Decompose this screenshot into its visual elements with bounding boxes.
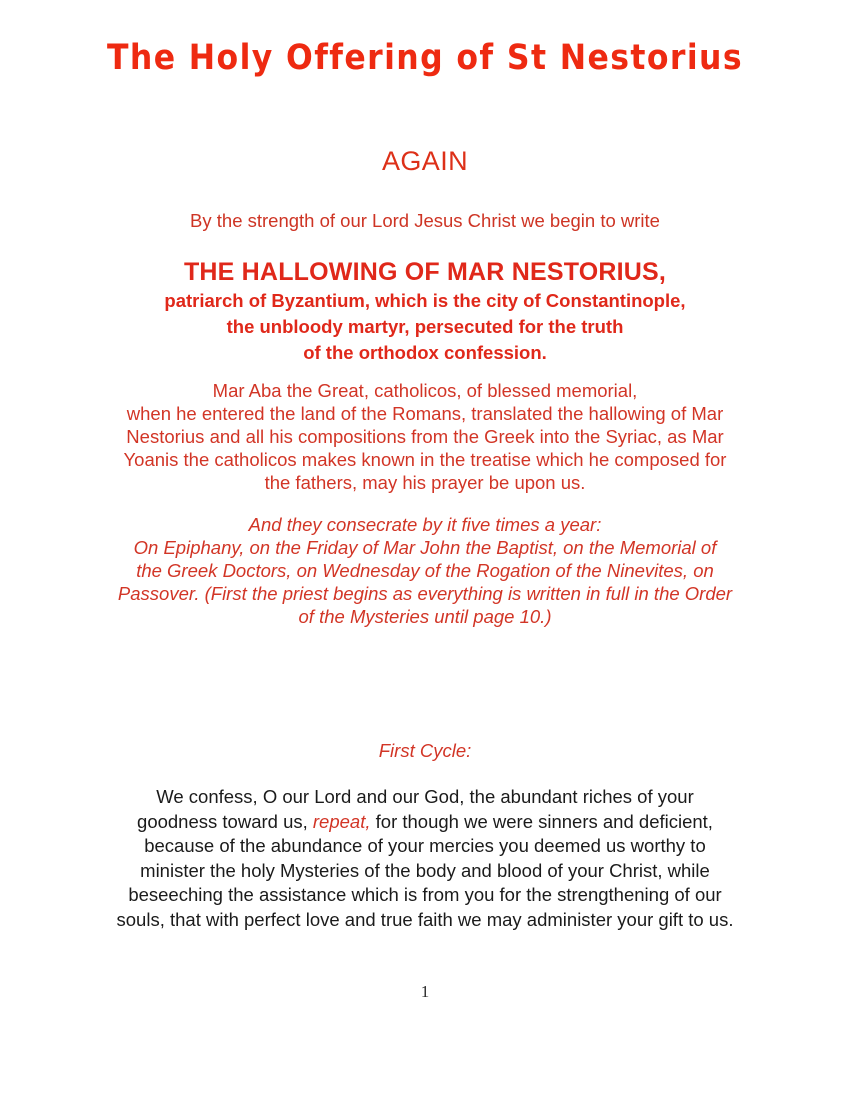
confession-line-4: minister the holy Mysteries of the body and blood of your Christ, while <box>140 859 710 881</box>
hallowing-heading-block <box>0 256 850 366</box>
confession-line-5: beseeching the assistance which is from you for the strengthening of our <box>128 884 722 905</box>
hallowing-sub-line-3: of the orthodox confession. <box>303 342 547 363</box>
confession-line-2-before: goodness toward us, <box>137 810 308 832</box>
confession-line-6: souls, that with perfect love and true faith we may administer your gift to us. <box>116 908 734 930</box>
translation-note-line-1: Mar Aba the Great, catholicos, of blessed memorial, <box>212 380 638 401</box>
consecration-note-line-5: of the Mysteries until page 10.) <box>298 606 552 627</box>
page-title: The Holy Offering of St Nestorius <box>106 38 744 78</box>
hallowing-sub-line-1: patriarch of Byzantium, which is the city of Constantinople, <box>164 290 686 311</box>
confession-prayer <box>0 785 850 932</box>
again-heading: AGAIN <box>381 146 469 176</box>
translation-note <box>0 379 850 494</box>
rubric-repeat: repeat, <box>312 810 371 832</box>
consecration-note-line-2: On Epiphany, on the Friday of Mar John the Baptist, on the Memorial of <box>133 537 717 558</box>
incipit-line: By the strength of our Lord Jesus Christ we begin to write <box>190 210 660 231</box>
consecration-note-line-3: the Greek Doctors, on Wednesday of the Rogation of the Ninevites, on <box>136 560 714 581</box>
confession-line-2-after: for though we were sinners and deficient, <box>375 810 713 832</box>
confession-line-3: because of the abundance of your mercies you deemed us worthy to <box>144 835 706 856</box>
hallowing-sub-line-2: the unbloody martyr, persecuted for the truth <box>226 316 624 337</box>
first-cycle-heading: First Cycle: <box>378 740 472 761</box>
hallowing-main-line: THE HALLOWING OF MAR NESTORIUS, <box>183 258 667 286</box>
confession-line-1: We confess, O our Lord and our God, the abundant riches of your <box>156 786 694 807</box>
consecration-note <box>0 513 850 628</box>
consecration-note-line-4: Passover. (First the priest begins as everything is written in full in the Order <box>117 583 733 604</box>
consecration-note-line-1: And they consecrate by it five times a year: <box>248 514 602 535</box>
translation-note-line-2: when he entered the land of the Romans, translated the hallowing of Mar <box>126 403 724 424</box>
translation-note-line-5: the fathers, may his prayer be upon us. <box>264 472 586 493</box>
confession-line-2 <box>0 810 850 835</box>
translation-note-line-3: Nestorius and all his compositions from the Greek into the Syriac, as Mar <box>126 426 724 447</box>
page-number: 1 <box>420 982 430 1001</box>
translation-note-line-4: Yoanis the catholicos makes known in the treatise which he composed for <box>123 449 727 470</box>
